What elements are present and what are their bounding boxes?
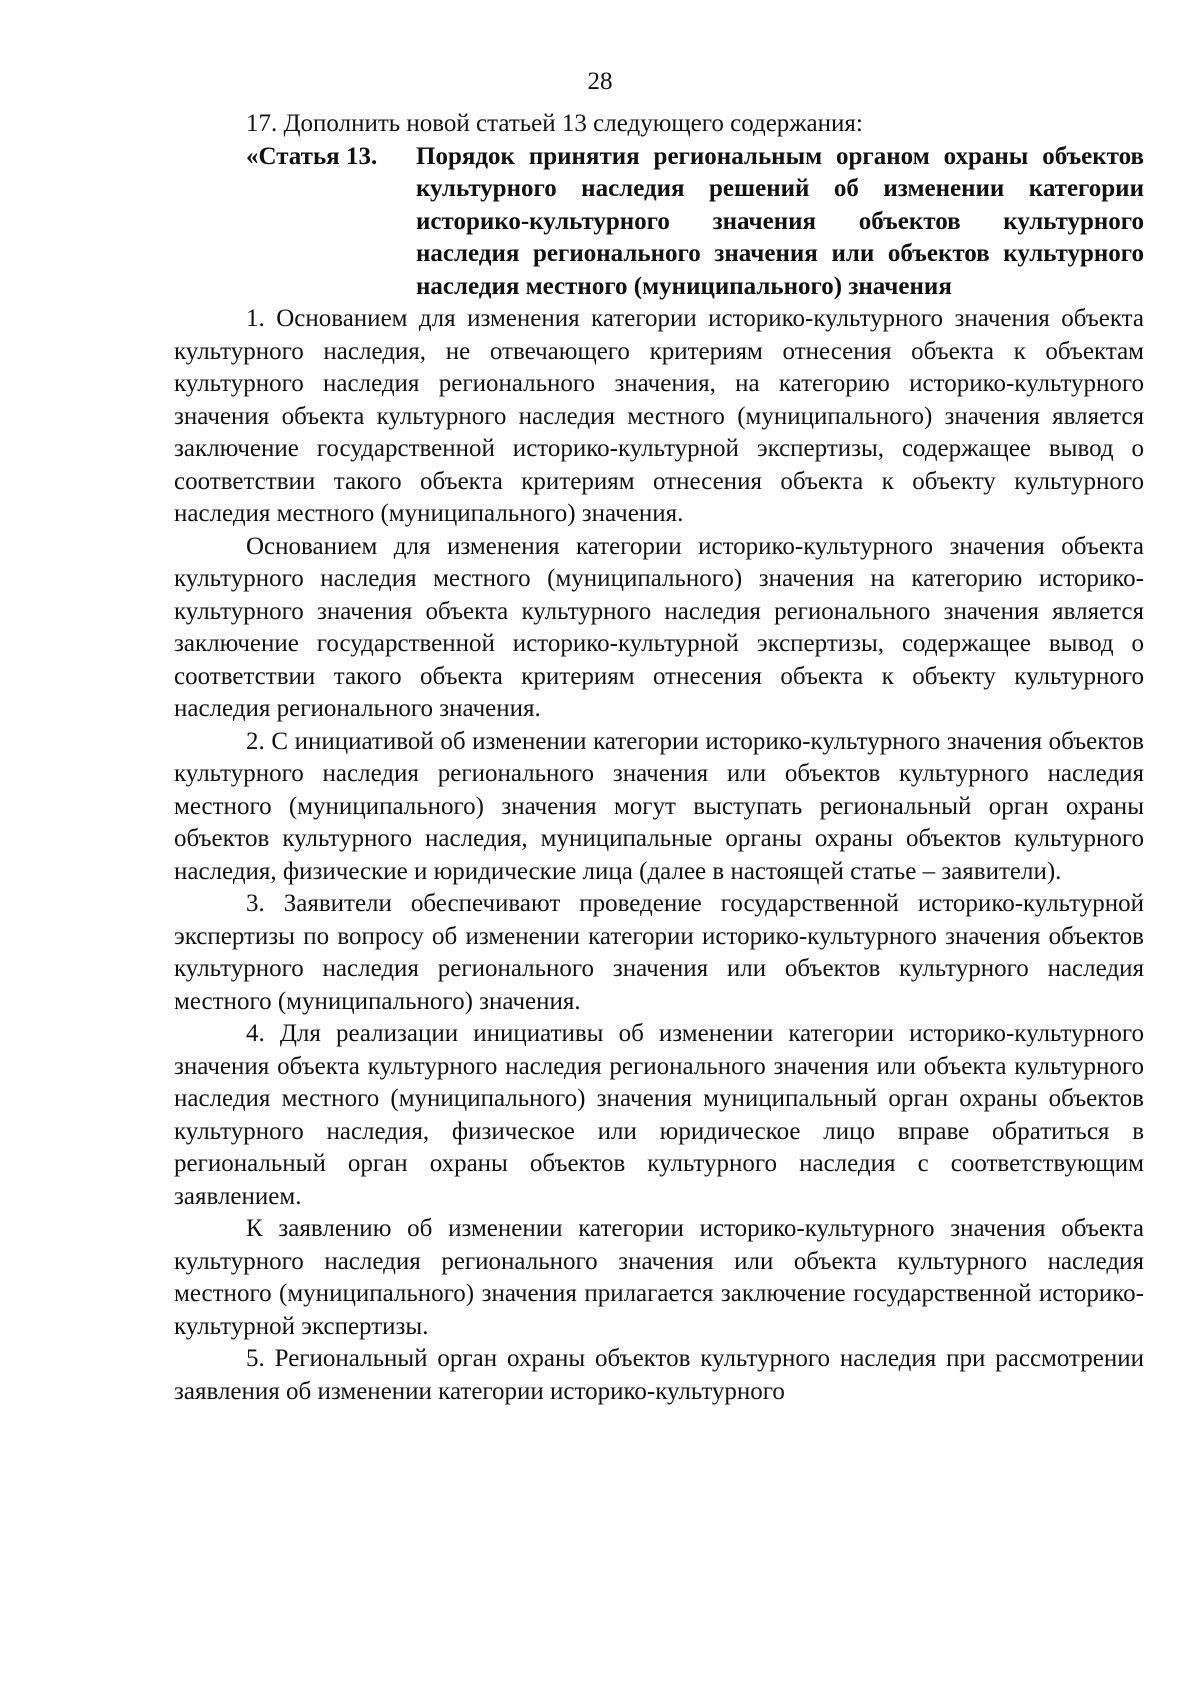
document-body [174,108,1144,1408]
paragraph-4-second: К заявлению об изменении категории историко-культурного значения объекта культурного наследия регионального значения или объекта культурного наследия местного (муниципального) значения прилагается заключение государственной историко-культурной экспертизы. [174,1215,1144,1340]
article-heading [174,141,1144,304]
amendment-intro: 17. Дополнить новой статьей 13 следующего содержания: [246,110,863,137]
paragraph-1-second: Основанием для изменения категории историко-культурного значения объекта культурного наследия местного (муниципального) значения на категорию историко-культурного значения объекта культурного наследия регионального значения является заключение государственной историко-культурной экспертизы, содержащее вывод о соответствии такого объекта критериям отнесения объекта к объекту культурного наследия регионального значения. [174,532,1144,722]
paragraph-1: 1. Основанием для изменения категории историко-культурного значения объекта культурного наследия, не отвечающего критериям отнесения объекта к объектам культурного наследия регионального значения, на категорию историко-культурного значения объекта культурного наследия местного (муниципального) значения является заключение государственной историко-культурной экспертизы, содержащее вывод о соответствии такого объекта критериям отнесения объекта к объекту культурного наследия местного (муниципального) значения. [174,305,1144,527]
paragraph-2: 2. С инициативой об изменении категории историко-культурного значения объектов культурного наследия регионального значения или объектов культурного наследия местного (муниципального) значения могут выступать региональный орган охраны объектов культурного наследия, муниципальные органы охраны объектов культурного наследия, физические и юридические лица (далее в настоящей статье – заявители). [174,727,1144,885]
paragraph-5: 5. Региональный орган охраны объектов культурного наследия при рассмотрении заявления об изменении категории историко-культурного [174,1345,1144,1405]
page-number: 28 [587,68,613,95]
paragraph-3: 3. Заявители обеспечивают проведение государственной историко-культурной экспертизы по вопросу об изменении категории историко-культурного значения объектов культурного наследия регионального значения или объектов культурного наследия местного (муниципального) значения. [174,890,1144,1015]
paragraph-4: 4. Для реализации инициативы об изменении категории историко-культурного значения объекта культурного наследия регионального значения или объекта культурного наследия местного (муниципального) значения муниципальный орган охраны объектов культурного наследия, физическое или юридическое лицо вправе обратиться в региональный орган охраны объектов культурного наследия с соответствующим заявлением. [174,1020,1144,1210]
article-label: «Статья 13. [246,142,378,170]
article-title: Порядок принятия региональным органом охраны объектов культурного наследия решений об изменении категории историко-культурного значения объектов культурного наследия регионального значения или объектов культурного наследия местного (муниципального) значения [416,142,1144,300]
